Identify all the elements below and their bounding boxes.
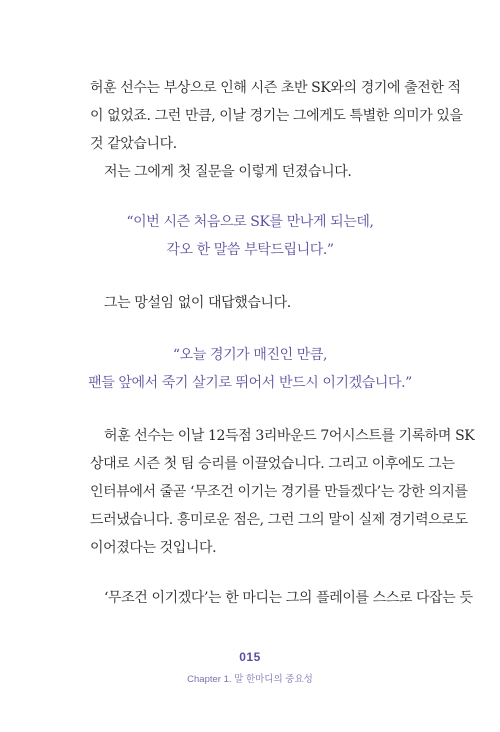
paragraph-4-line-5: 이어졌다는 것입니다.	[90, 540, 217, 556]
quote-1-line-2: 각오 한 말씀 부탁드립니다.”	[166, 242, 334, 258]
paragraph-4-line-2: 상대로 시즌 첫 팀 승리를 이끌었습니다. 그리고 이후에도 그는	[90, 456, 455, 472]
quote-2-line-1: “오늘 경기가 매진인 만큼,	[172, 347, 328, 363]
quote-2-line-2: 팬들 앞에서 죽기 살기로 뛰어서 반드시 이기겠습니다.”	[88, 375, 412, 391]
page-number: 015	[239, 650, 261, 664]
chapter-title: Chapter 1. 말 한마디의 중요성	[187, 674, 313, 685]
quote-1-line-1: “이번 시즌 처음으로 SK를 만나게 되는데,	[126, 214, 374, 230]
paragraph-1-line-2: 이 없었죠. 그런 만큼, 이날 경기는 그에게도 특별한 의미가 있을	[90, 108, 463, 124]
paragraph-4-line-3: 인터뷰에서 줄곧 ‘무조건 이기는 경기를 만들겠다’는 강한 의지를	[90, 484, 468, 500]
paragraph-5-line-1: ‘무조건 이기겠다’는 한 마디는 그의 플레이를 스스로 다잡는 듯	[104, 590, 473, 606]
paragraph-4-line-1: 허훈 선수는 이날 12득점 3리바운드 7어시스트를 기록하며 SK	[104, 428, 475, 444]
paragraph-1-line-1: 허훈 선수는 부상으로 인해 시즌 초반 SK와의 경기에 출전한 적	[90, 80, 461, 96]
paragraph-3-line-1: 그는 망설임 없이 대답했습니다.	[104, 295, 291, 311]
paragraph-4-line-4: 드러냈습니다. 흥미로운 점은, 그런 그의 말이 실제 경기력으로도	[90, 512, 468, 528]
paragraph-2-line-1: 저는 그에게 첫 질문을 이렇게 던졌습니다.	[104, 164, 352, 180]
paragraph-1-line-3: 것 같았습니다.	[90, 136, 177, 152]
